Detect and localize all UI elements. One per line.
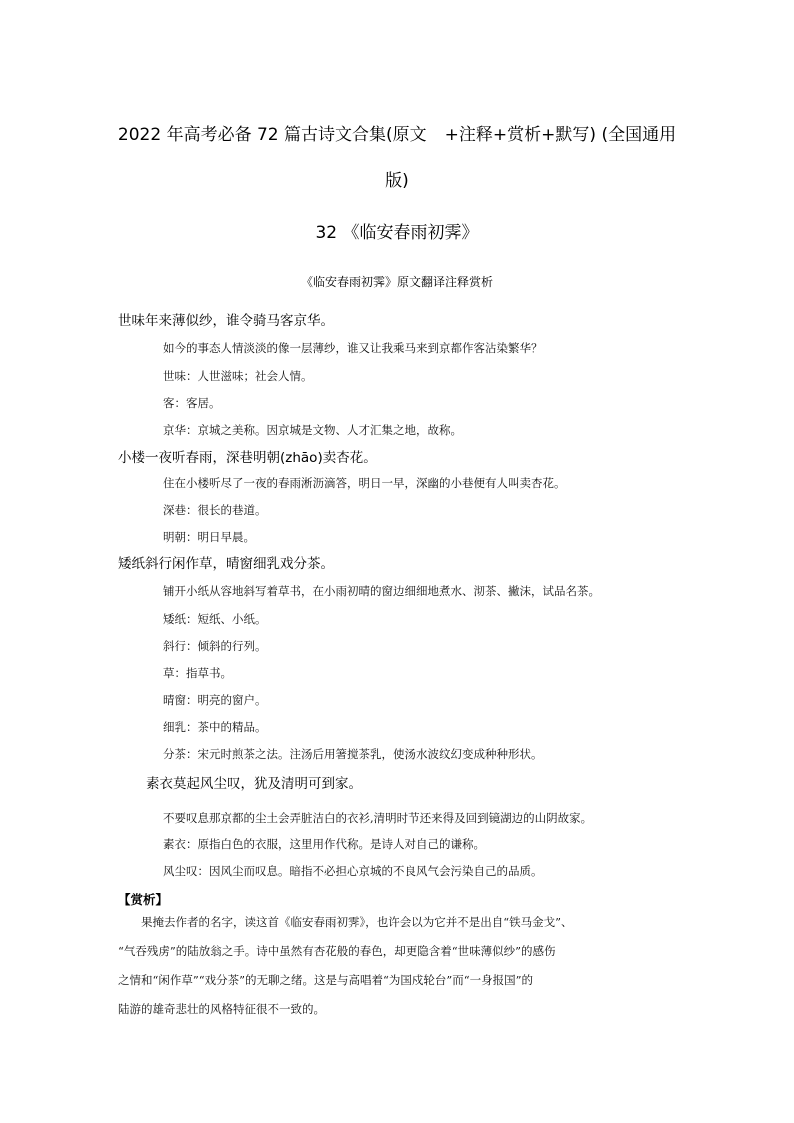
translation-3: 铺开小纸从容地斜写着草书，在小雨初晴的窗边细细地煮水、沏茶、撇沫，试品名茶。 — [163, 584, 600, 598]
annotation: 晴窗：明亮的窗户。 — [163, 693, 267, 707]
translation-2: 住在小楼听尽了一夜的春雨淅沥滴答，明日一早，深幽的小巷便有人叫卖杏花。 — [163, 476, 566, 490]
poem-number-title: 32 《临安春雨初霁》 — [315, 223, 479, 243]
translation-1: 如今的事态人情淡淡的像一层薄纱，谁又让我乘马来到京都作客沾染繁华？ — [163, 341, 543, 355]
translation-4: 不要叹息那京都的尘土会弄脏洁白的衣衫,清明时节还来得及回到镜湖边的山阴故家。 — [163, 811, 593, 825]
annotation: 斜行：倾斜的行列。 — [163, 639, 267, 653]
annotation: 深巷：很长的巷道。 — [163, 503, 267, 517]
title-line2: 版) — [385, 171, 409, 191]
annotation: 京华：京城之美称。因京城是文物、人才汇集之地，故称。 — [163, 423, 462, 437]
annotation: 细乳：茶中的精品。 — [163, 720, 267, 734]
appreciation-line: 陆游的雄奇悲壮的风格特征很不一致的。 — [118, 1002, 325, 1016]
annotation: 世味：人世滋味；社会人情。 — [163, 369, 313, 383]
section-title: 《临安春雨初霁》原文翻译注释赏析 — [300, 275, 493, 289]
annotation: 分茶：宋元时煎茶之法。注汤后用箸搅茶乳，使汤水波纹幻变成种种形状。 — [163, 747, 543, 761]
appreciation-heading: 【赏析】 — [118, 892, 169, 907]
appreciation-line: “气吞残虏”的陆放翁之手。诗中虽然有杏花般的春色，却更隐含着“世味薄似纱”的感伤 — [118, 944, 556, 958]
verse-line-1: 世味年来薄似纱，谁令骑马客京华。 — [118, 313, 334, 329]
appreciation-line: 果掩去作者的名字，读这首《临安春雨初霁》，也许会以为它并不是出自“铁马金戈”、 — [118, 915, 573, 929]
verse-line-3: 矮纸斜行闲作草，晴窗细乳戏分茶。 — [118, 556, 334, 572]
annotation: 客：客居。 — [163, 396, 221, 410]
annotation: 明朝：明日早晨。 — [163, 530, 255, 544]
appreciation-line: 之情和“闲作草”“戏分茶”的无聊之绪。这是与高唱着“为国戍轮台”而“一身报国”的 — [118, 973, 534, 987]
verse-line-2: 小楼一夜听春雨，深巷明朝(zhāo)卖杏花。 — [118, 450, 377, 466]
document-title — [100, 112, 694, 204]
title-line1-b: +注释+赏析+默写) (全国通用 — [444, 125, 677, 145]
annotation: 素衣：原指白色的衣服，这里用作代称。是诗人对自己的谦称。 — [163, 837, 485, 851]
verse-line-4: 素衣莫起风尘叹，犹及清明可到家。 — [146, 776, 362, 792]
title-line1-a: 2022 年高考必备 72 篇古诗文合集(原文 — [117, 125, 427, 145]
annotation: 风尘叹：因风尘而叹息。暗指不必担心京城的不良风气会污染自己的品质。 — [163, 864, 543, 878]
annotation: 草：指草书。 — [163, 666, 232, 680]
annotation: 矮纸：短纸、小纸。 — [163, 612, 267, 626]
